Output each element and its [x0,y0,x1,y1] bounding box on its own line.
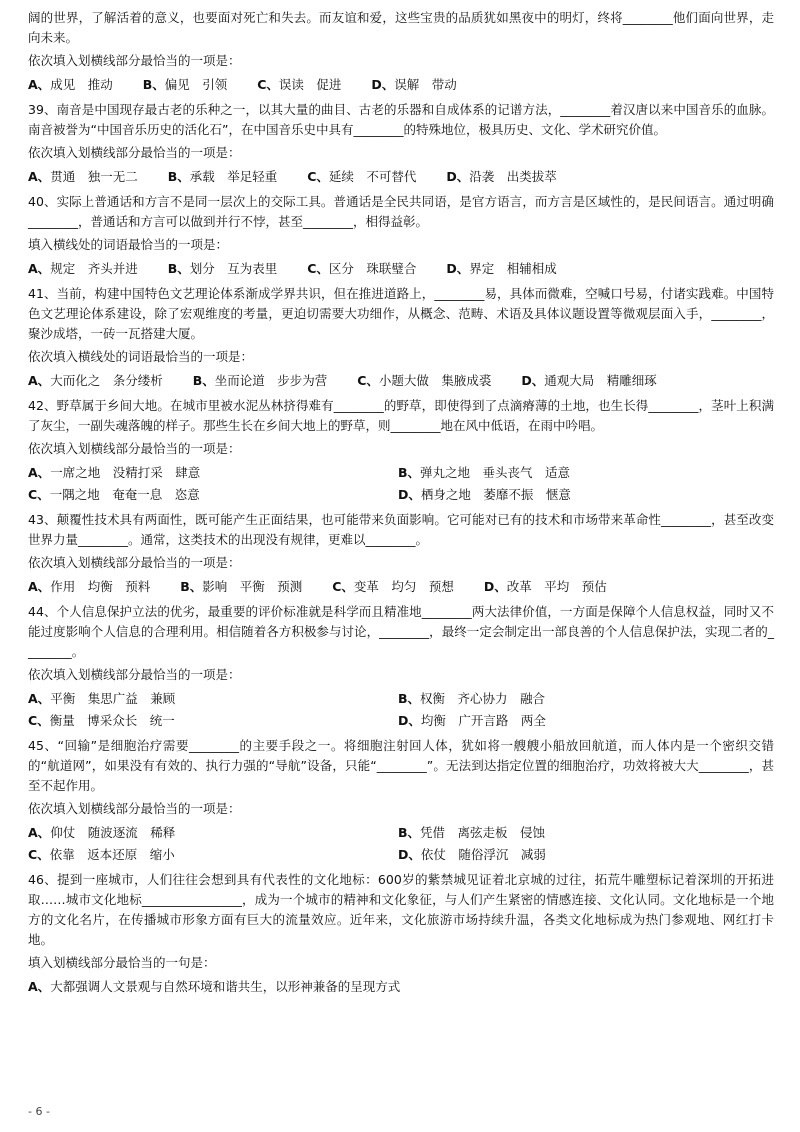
question-instruction: 填入横线处的词语最恰当的一项是： [28,237,229,252]
option-row [28,258,774,280]
answer-options [28,822,774,866]
answer-options [28,370,774,392]
option-c: C、区分 珠联璧合 [307,261,417,276]
option-c: C、小题大做 集腋成裘 [357,373,492,388]
question-block-46 [28,870,774,998]
question-block-42 [28,396,774,506]
option-c: C、变革 均匀 预想 [332,579,454,594]
option-row [28,976,774,998]
question-stem: 阔的世界，了解活着的意义，也要面对死亡和失去。而友谊和爱，这些宝贵的品质犹如黑夜中的明灯，终将________他们面向世界，走向未来。 [28,10,774,45]
document-page [28,8,774,1002]
option-row [28,370,774,392]
option-a: A、大都强调人文景观与自然环境和谐共生，以形神兼备的呈现方式 [28,979,401,994]
question-stem: 46、提到一座城市，人们往往会想到具有代表性的文化地标：600岁的紫禁城见证着北京城的过往，拓荒牛雕塑标记着深圳的开拓进取……城市文化地标________________，成为一个城市的精神和文化象征，与人们产生紧密的情感连接、文化认同。文化地标是一个地方的文化名片，在传播城市形象方面有巨大的流量效应。近年来，文化旅游市场持续升温，各类文化地标成为热门参观地、网红打卡地。 [28,872,774,947]
option-d: D、界定 相辅相成 [446,261,557,276]
option-row [28,844,774,866]
question-instruction: 依次填入划横线部分最恰当的一项是： [28,145,241,160]
answer-options [28,976,774,998]
answer-options [28,258,774,280]
option-a: A、仰仗 随波逐流 稀释 [28,825,176,840]
option-b: B、影响 平衡 预测 [180,579,303,594]
option-a: A、贯通 独一无二 [28,169,138,184]
question-instruction: 依次填入划横线部分最恰当的一项是： [28,801,241,816]
question-block-40 [28,192,774,280]
option-b: B、凭借 离弦走板 侵蚀 [398,825,546,840]
option-c: C、误读 促进 [257,77,342,92]
question-stem: 41、当前，构建中国特色文艺理论体系渐成学界共识，但在推进道路上，________易，具体而微难，空喊口号易，付诸实践难。中国特色文艺理论体系建设，除了宏观维度的考量，更迫切需要大功细作，从概念、范畴、术语及具体议题设置等微观层面入手，________，聚沙成塔，一砖一瓦搭建大厦。 [28,286,774,341]
question-stem: 44、个人信息保护立法的优劣，最重要的评价标准就是科学而且精准地________两大法律价值，一方面是保障个人信息权益，同时又不能过度影响个人信息的合理利用。相信随着各方积极参与讨论，________，最终一定会制定出一部良善的个人信息保护法，实现二者的________。 [28,604,774,659]
option-b: B、坐而论道 步步为营 [192,373,328,388]
option-row [28,576,774,598]
option-b: B、弹丸之地 垂头丧气 适意 [398,465,571,480]
option-d: D、沿袭 出类拔萃 [446,169,557,184]
option-d: D、改革 平均 预估 [483,579,607,594]
question-instruction: 填入划横线部分最恰当的一句是： [28,955,216,970]
option-c: C、衡量 博采众长 统一 [28,713,175,728]
option-c: C、依靠 返本还原 缩小 [28,847,175,862]
option-a: A、成见 推动 [28,77,113,92]
option-d: D、误解 带动 [371,77,457,92]
question-stem: 40、实际上普通话和方言不是同一层次上的交际工具。普通话是全民共同语，是官方语言，而方言是区域性的，是民间语言。通过明确________，普通话和方言可以做到并行不悖，甚至________，相得益彰。 [28,194,774,229]
option-d: D、通观大局 精雕细琢 [521,373,657,388]
option-b: B、承载 举足轻重 [167,169,278,184]
question-block-43 [28,510,774,598]
option-d: D、均衡 广开言路 两全 [398,713,546,728]
question-stem: 43、颠覆性技术具有两面性，既可能产生正面结果，也可能带来负面影响。它可能对已有的技术和市场带来革命性________，甚至改变世界力量________。通常，这类技术的出现没有规律，更难以________。 [28,512,774,547]
answer-options [28,166,774,188]
question-block-39 [28,100,774,188]
option-d: D、栖身之地 萎靡不振 惬意 [398,487,571,502]
question-instruction: 依次填入划横线部分最恰当的一项是： [28,53,241,68]
question-block-38 [28,8,774,96]
question-instruction: 依次填入划横线部分最恰当的一项是： [28,441,241,456]
option-row [28,166,774,188]
question-stem: 42、野草属于乡间大地。在城市里被水泥丛林挤得难有________的野草，即使得到了点滴瘠薄的土地，也生长得________，茎叶上积满了灰尘，一副失魂落魄的样子。那些生长在乡间大地上的野草，则________地在风中低语，在雨中吟唱。 [28,398,774,433]
question-block-44 [28,602,774,732]
option-row [28,74,774,96]
option-c: C、延续 不可替代 [307,169,417,184]
question-stem: 45、“回输”是细胞治疗需要________的主要手段之一。将细胞注射回人体，犹如将一艘艘小船放回航道，而人体内是一个密织交错的“航道网”，如果没有有效的、执行力强的“导航”设备，只能“________”。无法到达指定位置的细胞治疗，功效将被大大________，甚至不起作用。 [28,738,774,793]
option-a: A、规定 齐头并进 [28,261,138,276]
option-a: A、大而化之 条分缕析 [28,373,163,388]
option-row [28,822,774,844]
question-instruction: 依次填入划横线部分最恰当的一项是： [28,555,241,570]
option-b: B、权衡 齐心协力 融合 [398,691,546,706]
question-instruction: 依次填入横线处的词语最恰当的一项是： [28,349,254,364]
option-a: A、平衡 集思广益 兼顾 [28,691,176,706]
option-row [28,710,774,732]
option-a: A、作用 均衡 预料 [28,579,151,594]
option-row [28,688,774,710]
option-row [28,462,774,484]
question-stem: 39、南音是中国现存最古老的乐种之一，以其大量的曲目、古老的乐器和自成体系的记谱方法，________着汉唐以来中国音乐的血脉。南音被誉为“中国音乐历史的活化石”，在中国音乐史中具有________的特殊地位，极具历史、文化、学术研究价值。 [28,102,774,137]
option-b: B、划分 互为表里 [167,261,278,276]
question-block-41 [28,284,774,392]
option-row [28,484,774,506]
question-instruction: 依次填入划横线部分最恰当的一项是： [28,667,241,682]
answer-options [28,462,774,506]
option-d: D、依仗 随俗浮沉 减弱 [398,847,546,862]
question-block-45 [28,736,774,866]
answer-options [28,576,774,598]
answer-options [28,74,774,96]
option-a: A、一席之地 没精打采 肆意 [28,465,201,480]
answer-options [28,688,774,732]
option-b: B、偏见 引领 [142,77,228,92]
page-number: - 6 - [28,1105,50,1118]
option-c: C、一隅之地 奄奄一息 恣意 [28,487,200,502]
